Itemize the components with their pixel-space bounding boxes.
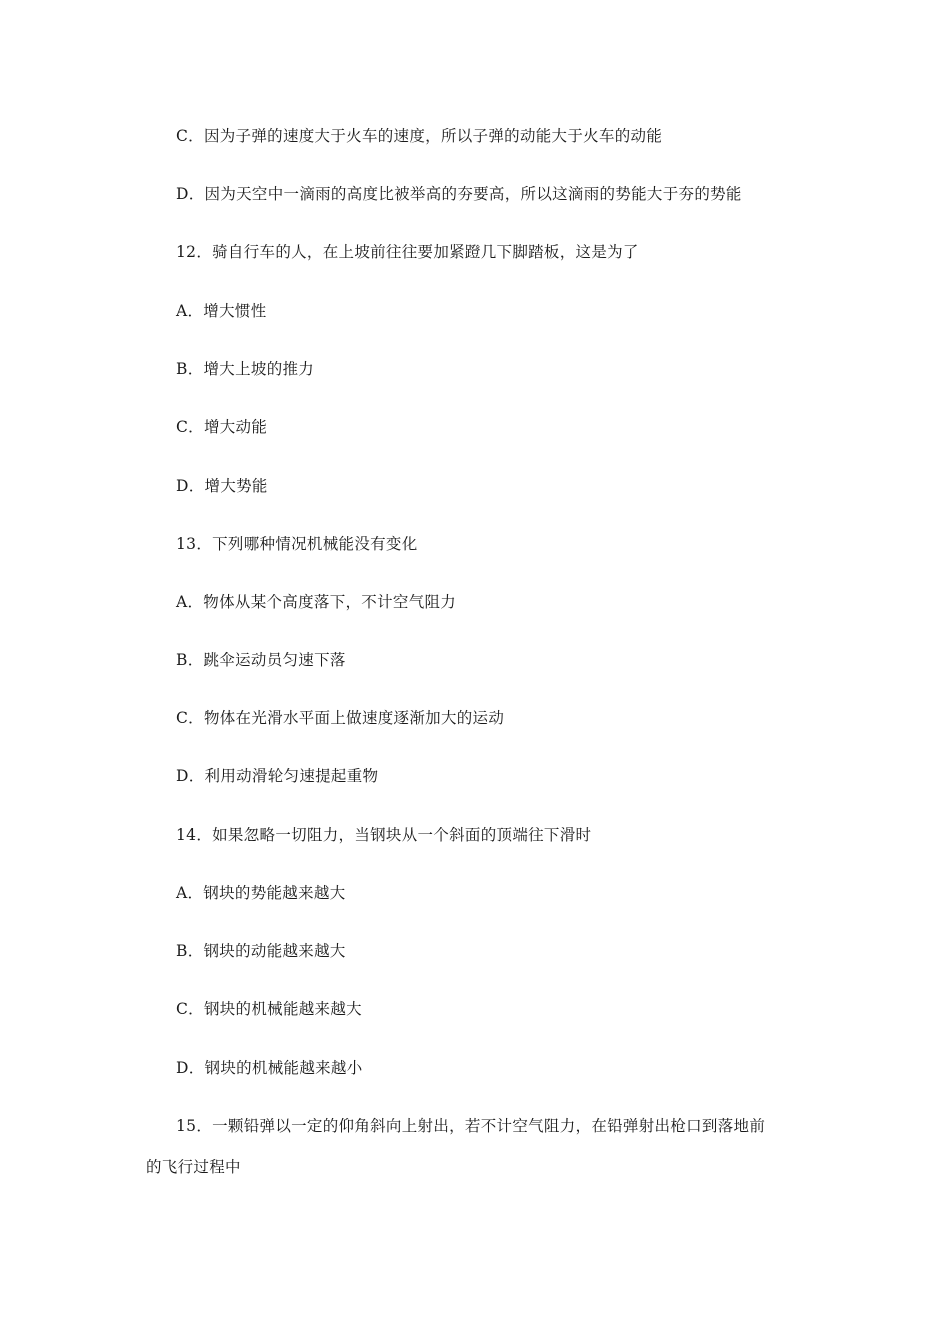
option-13b: B．跳伞运动员匀速下落 (176, 651, 346, 669)
option-14d: D．钢块的机械能越来越小 (176, 1059, 363, 1077)
question-13: 13．下列哪种情况机械能没有变化 (176, 535, 418, 553)
question-12: 12．骑自行车的人，在上坡前往往要加紧蹬几下脚踏板，这是为了 (176, 243, 639, 261)
option-12b: B．增大上坡的推力 (176, 360, 315, 378)
option-12c: C．增大动能 (176, 418, 268, 436)
question-14: 14．如果忽略一切阻力，当钢块从一个斜面的顶端往下滑时 (176, 826, 592, 844)
option-13c: C．物体在光滑水平面上做速度逐渐加大的运动 (176, 709, 505, 727)
option-11c: C．因为子弹的速度大于火车的速度，所以子弹的动能大于火车的动能 (176, 127, 663, 145)
option-14a: A．钢块的势能越来越大 (176, 884, 346, 902)
option-13a: A．物体从某个高度落下，不计空气阻力 (176, 593, 457, 611)
option-14b: B．钢块的动能越来越大 (176, 942, 346, 960)
question-15-continuation: 的飞行过程中 (146, 1158, 241, 1176)
option-13d: D．利用动滑轮匀速提起重物 (176, 767, 379, 785)
question-15: 15．一颗铅弹以一定的仰角斜向上射出，若不计空气阻力，在铅弹射出枪口到落地前 (176, 1117, 766, 1135)
option-12d: D．增大势能 (176, 477, 268, 495)
option-11d: D．因为天空中一滴雨的高度比被举高的夯要高，所以这滴雨的势能大于夯的势能 (176, 185, 742, 203)
option-12a: A．增大惯性 (176, 302, 267, 320)
option-14c: C．钢块的机械能越来越大 (176, 1000, 362, 1018)
